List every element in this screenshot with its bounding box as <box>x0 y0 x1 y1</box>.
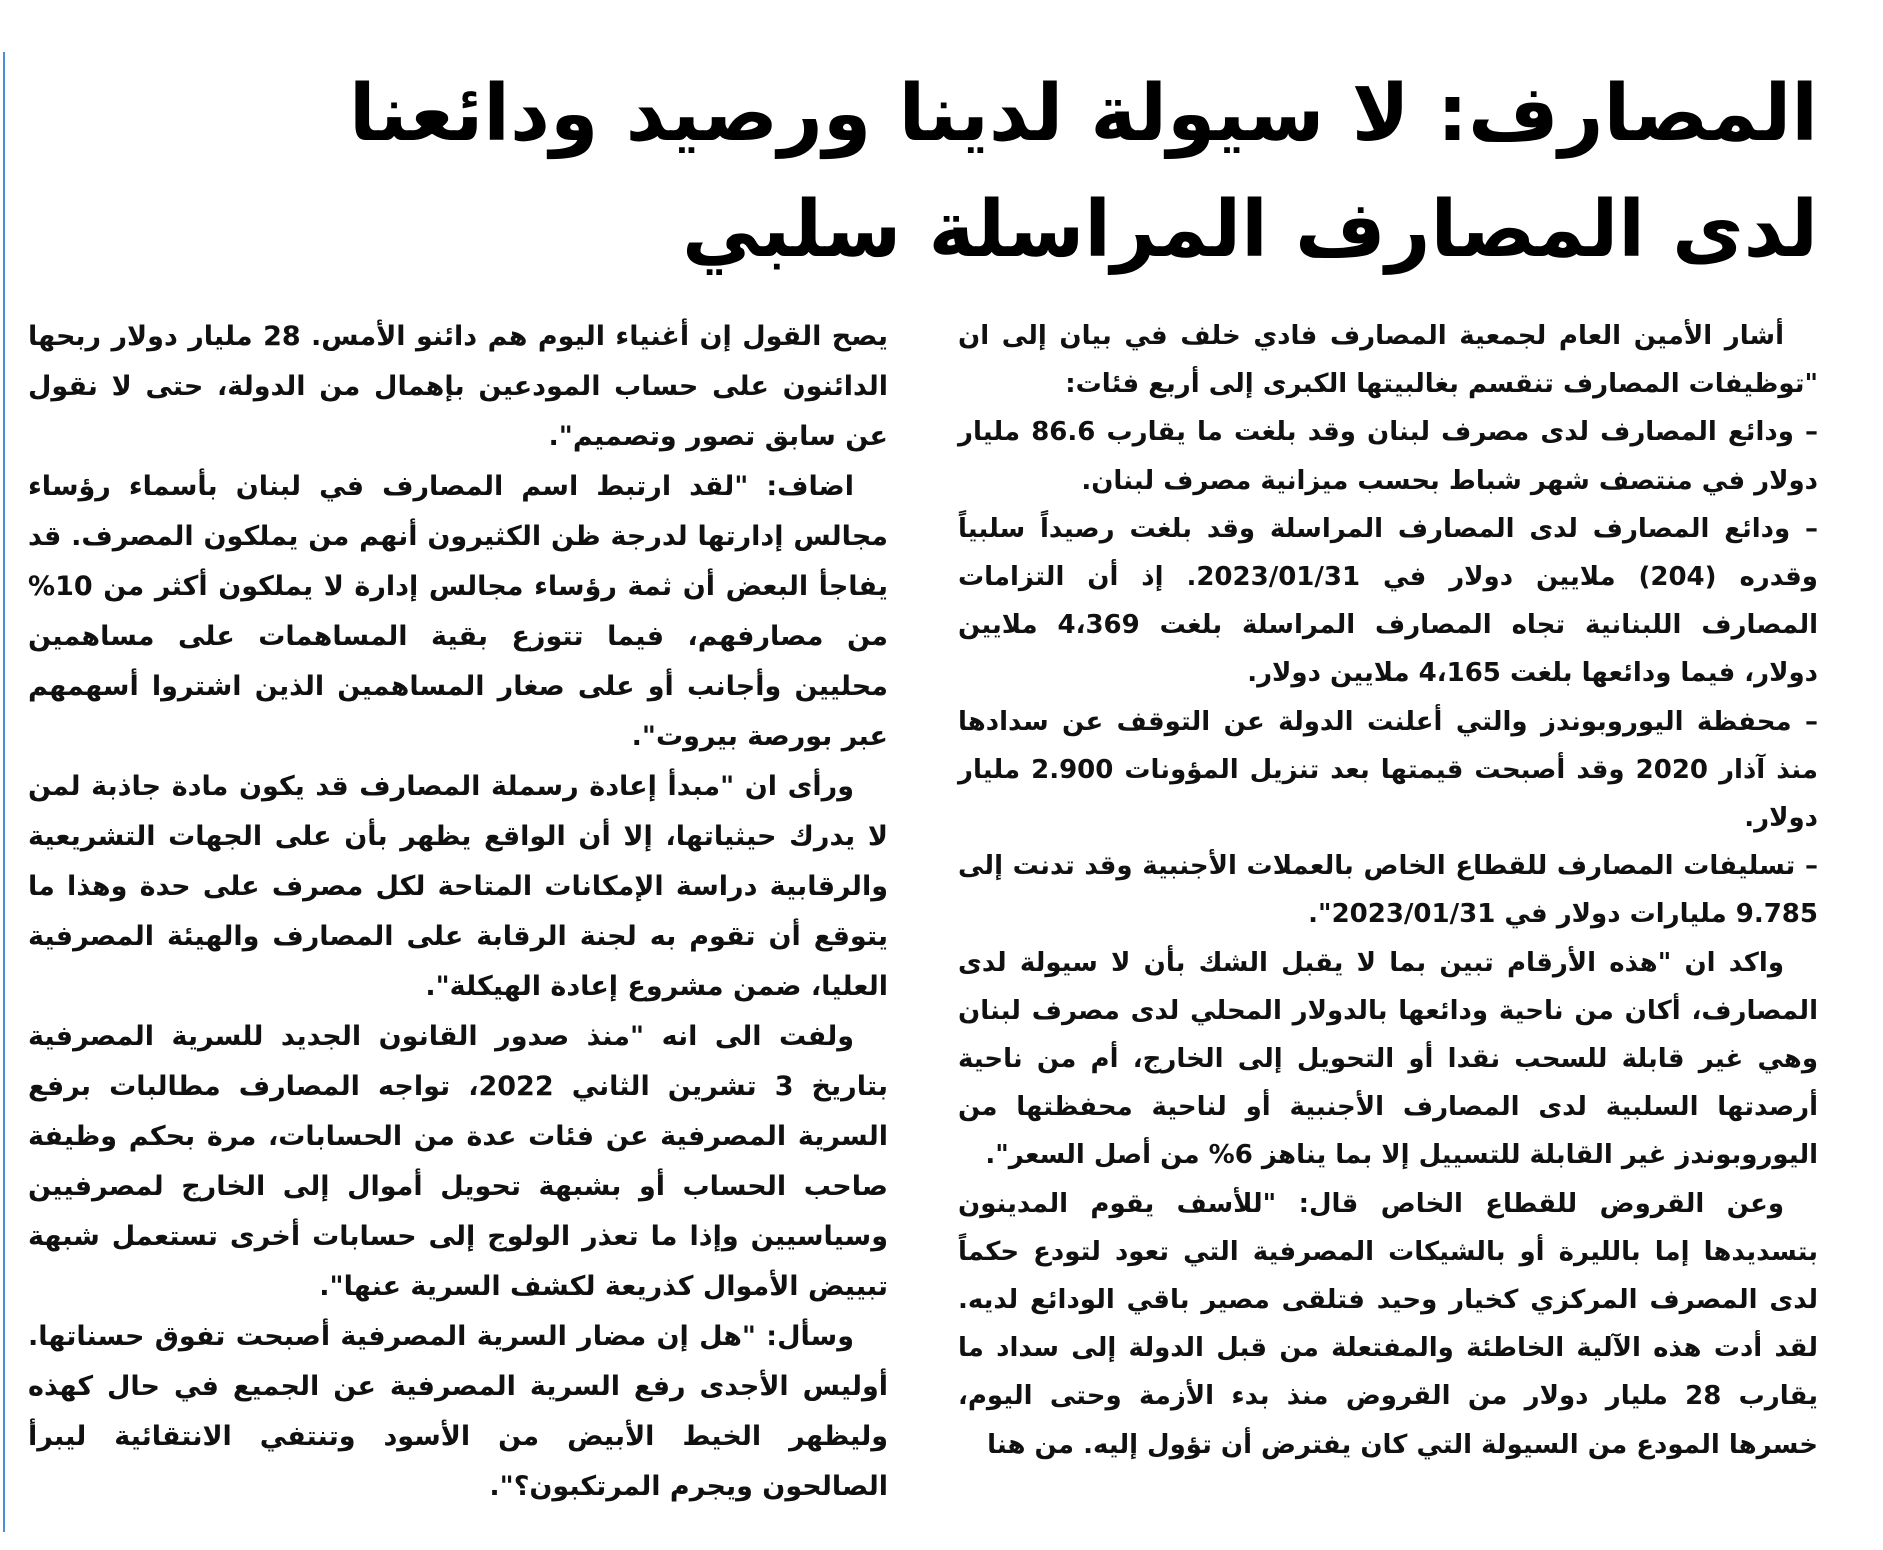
article-paragraph: – محفظة اليوروبوندز والتي أعلنت الدولة عن التوقف عن سدادها منذ آذار 2020 وقد أصبحت قيمتها بعد تنزيل المؤونات 2.900 مليار دولار. <box>958 706 1818 834</box>
article-paragraph: وعن القروض للقطاع الخاص قال: "للأسف يقوم المدينون بتسديدها إما بالليرة أو بالشيكات المصرفية التي تعود لتودع حكماً لدى المصرف المركزي كخيار وحيد فتلقى مصير باقي الودائع لديه. لقد أدت هذه الآلية الخاطئة والمفتعلة من قبل الدولة إلى سداد ما يقارب 28 مليار دولار من القروض منذ بدء الأزمة وحتى اليوم، خسرها المودع من السيولة التي كان يفترض أن تؤول إليه. من هنا <box>958 1188 1818 1460</box>
article-paragraph: ولفت الى انه "منذ صدور القانون الجديد للسرية المصرفية بتاريخ 3 تشرين الثاني 2022، تواجه المصارف مطالبات برفع السرية المصرفية عن فئات عدة من الحسابات، مرة بحكم وظيفة صاحب الحساب أو بشبهة تحويل أموال إلى الخارج لمصرفيين وسياسيين وإذا ما تعذر الولوج إلى حسابات أخرى تستعمل شبهة تبييض الأموال كذريعة لكشف السرية عنها". <box>28 1021 888 1302</box>
article-paragraph: ورأى ان "مبدأ إعادة رسملة المصارف قد يكون مادة جاذبة لمن لا يدرك حيثياتها، إلا أن الواقع يظهر بأن على الجهات التشريعية والرقابية دراسة الإمكانات المتاحة لكل مصرف على حدة وهذا ما يتوقع أن تقوم به لجنة الرقابة على المصارف والهيئة المصرفية العليا، ضمن مشروع إعادة الهيكلة". <box>28 771 888 1002</box>
article-paragraph: – ودائع المصارف لدى المصارف المراسلة وقد بلغت رصيداً سلبياً وقدره (204) ملايين دولار في 2023/01/31. إذ أن التزامات المصارف اللبنانية تجاه المصارف المراسلة بلغت 4،369 ملايين دولار، فيما ودائعها بلغت 4،165 ملايين دولار. <box>958 513 1818 689</box>
article-paragraph: واكد ان "هذه الأرقام تبين بما لا يقبل الشك بأن لا سيولة لدى المصارف، أكان من ناحية ودائعها بالدولار المحلي لدى مصرف لبنان وهي غير قابلة للسحب نقدا أو التحويل إلى الخارج، أم من ناحية أرصدتها السلبية لدى المصارف الأجنبية أو لناحية محفظتها من اليوروبوندز غير القابلة للتسييل إلا بما يناهز 6% من أصل السعر". <box>958 947 1818 1171</box>
article-paragraph: اضاف: "لقد ارتبط اسم المصارف في لبنان بأسماء رؤساء مجالس إدارتها لدرجة ظن الكثيرون أنهم من يملكون المصرف. قد يفاجأ البعض أن ثمة رؤساء مجالس إدارة لا يملكون أكثر من 10% من مصارفهم، فيما تتوزع بقية المساهمات على مساهمين محليين وأجانب أو على صغار المساهمين الذين اشتروا أسهمهم عبر بورصة بيروت". <box>28 471 888 752</box>
article-headline <box>118 56 1818 288</box>
article-paragraph: – ودائع المصارف لدى مصرف لبنان وقد بلغت ما يقارب 86.6 مليار دولار في منتصف شهر شباط بحسب ميزانية مصرف لبنان. <box>958 417 1819 496</box>
article-paragraph: أشار الأمين العام لجمعية المصارف فادي خلف في بيان إلى ان "توظيفات المصارف تنقسم بغالبيتها الكبرى إلى أربع فئات: <box>958 321 1818 400</box>
article-paragraph: وسأل: "هل إن مضار السرية المصرفية أصبحت تفوق حسناتها. أوليس الأجدى رفع السرية المصرفية عن الجميع في حال كهذه وليظهر الخيط الأبيض من الأسود وتنتفي الانتقائية ليبرأ الصالحون ويجرم المرتكبون؟". <box>28 1321 888 1502</box>
article-column-right <box>958 312 1818 1469</box>
article-column-left <box>28 312 888 1512</box>
article-paragraph: – تسليفات المصارف للقطاع الخاص بالعملات الأجنبية وقد تدنت إلى 9.785 مليارات دولار في 2023/01/31". <box>958 851 1818 930</box>
headline-line-1: المصارف: لا سيولة لدينا ورصيد ودائعنا <box>348 69 1818 159</box>
article-paragraph: يصح القول إن أغنياء اليوم هم دائنو الأمس. 28 مليار دولار ربحها الدائنون على حساب المودعين بإهمال من الدولة، حتى لا نقول عن سابق تصور وتصميم". <box>28 321 888 452</box>
page-edge-rule <box>3 52 5 1532</box>
headline-line-2: لدى المصارف المراسلة سلبي <box>682 185 1818 275</box>
